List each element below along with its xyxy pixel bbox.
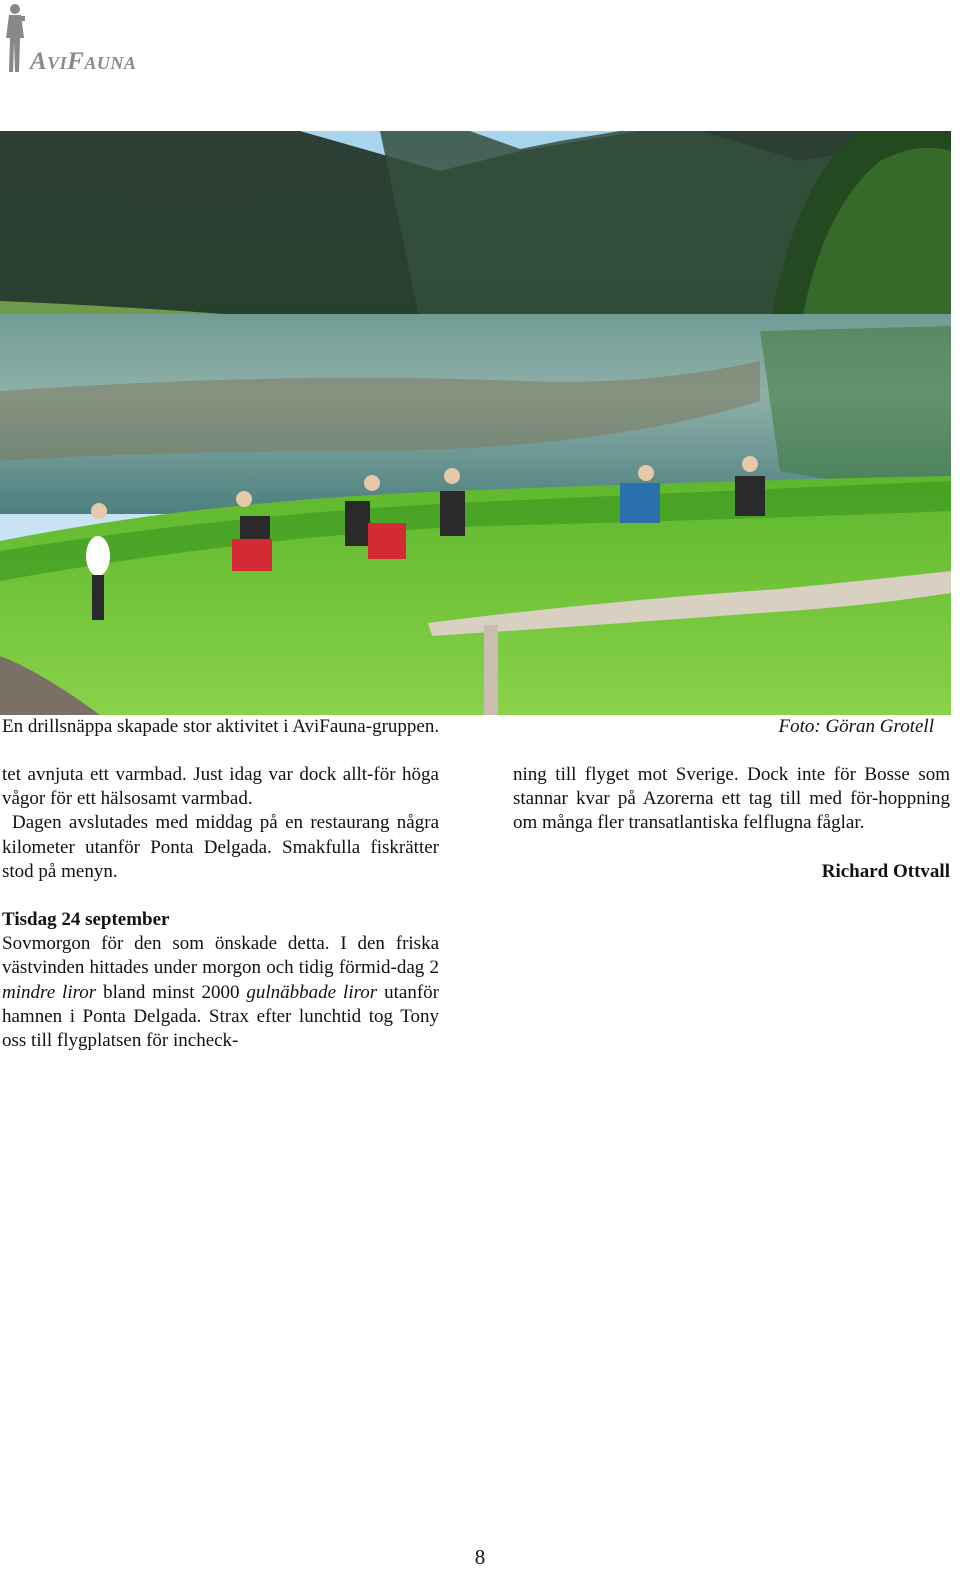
logo-text: AviFauna	[30, 48, 137, 75]
species-name-2: gulnäbbade liror	[246, 981, 378, 1003]
lake-birdwatching-photo	[0, 131, 951, 715]
paragraph-tuesday-text-b: bland minst 2000	[96, 981, 247, 1003]
author-signature: Richard Ottvall	[821, 860, 950, 882]
article-left-column	[2, 763, 439, 1053]
page-number: 8	[474, 1545, 486, 1569]
photo-caption: En drillsnäppa skapade stor aktivitet i AviFauna-gruppen.	[2, 716, 440, 737]
paragraph-tuesday	[2, 932, 439, 1053]
paragraph-departure: ning till flyget mot Sverige. Dock inte för Bosse som stannar kvar på Azorerna ett tag till med för-hoppning om många fler transatlantiska felflugna fåglar.	[513, 764, 950, 834]
paragraph-tuesday-text-c: utanför hamnen i Ponta Delgada. Strax efter lunchtid tog Tony oss till flygplatsen för incheck-	[2, 981, 439, 1052]
birdwatcher-icon	[2, 2, 28, 74]
species-name-1: mindre liror	[2, 981, 97, 1003]
avifauna-logo	[2, 2, 177, 77]
section-heading-tuesday: Tisdag 24 september	[2, 909, 170, 931]
photo-credit: Foto: Göran Grotell	[778, 716, 934, 737]
paragraph-dinner: Dagen avslutades med middag på en restaurang några kilometer utanför Ponta Delgada. Smakfulla fiskrätter stod på menyn.	[2, 812, 439, 882]
paragraph-tuesday-text-a: Sovmorgon för den som önskade detta. I den friska västvinden hittades under morgon och tidig förmid-dag 2	[2, 933, 439, 979]
paragraph-bath: tet avnjuta ett varmbad. Just idag var dock allt-för höga vågor för ett hälsosamt varmbad.	[2, 764, 439, 810]
article-right-column	[513, 763, 950, 884]
